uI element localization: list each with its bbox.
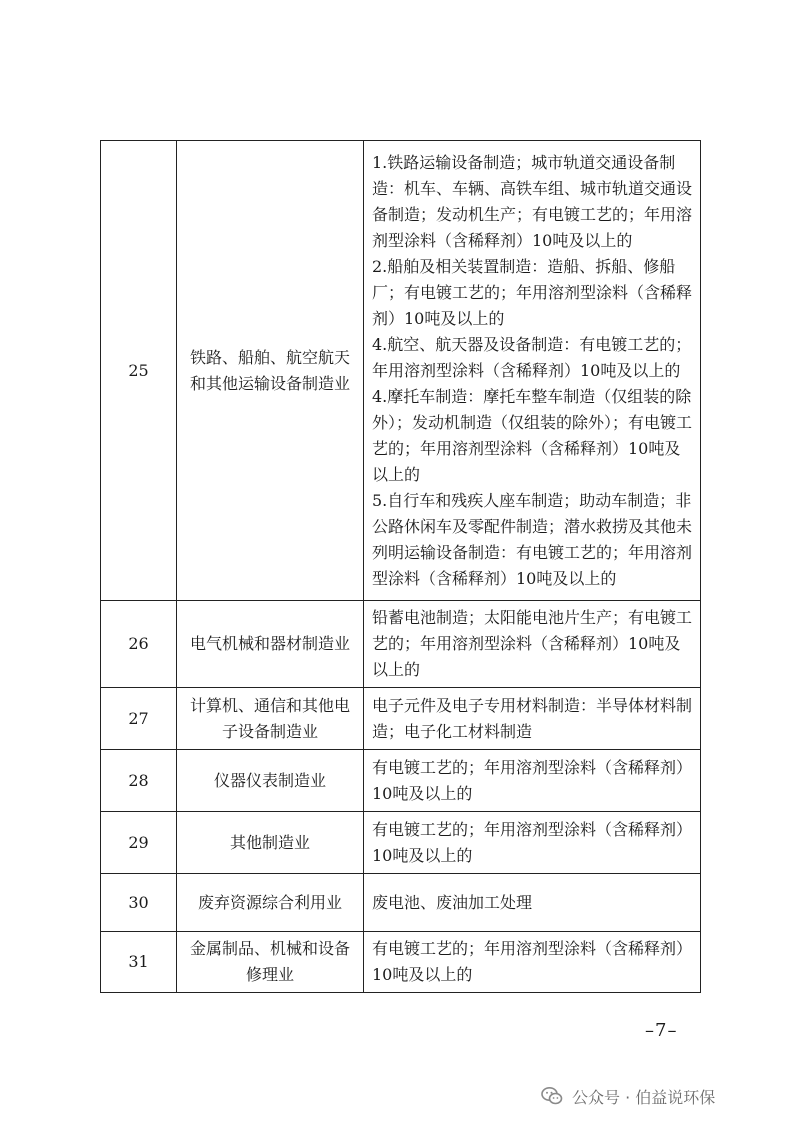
industry-name: 电气机械和器材制造业 xyxy=(177,601,364,688)
watermark xyxy=(540,1084,715,1108)
industry-name: 计算机、通信和其他电子设备制造业 xyxy=(177,688,364,750)
row-number: 29 xyxy=(101,812,177,874)
row-number: 25 xyxy=(101,141,177,601)
industry-description: 铅蓄电池制造；太阳能电池片生产；有电镀工艺的；年用溶剂型涂料（含稀释剂）10吨及以上的 xyxy=(364,601,701,688)
table-row xyxy=(101,750,701,812)
description-line: 4.摩托车制造：摩托车整车制造（仅组装的除外）；发动机制造（仅组装的除外）；有电镀工艺的；年用溶剂型涂料（含稀释剂）10吨及以上的 xyxy=(372,386,693,484)
table-row xyxy=(101,601,701,688)
industry-name: 铁路、船舶、航空航天和其他运输设备制造业 xyxy=(177,141,364,601)
row-number: 30 xyxy=(101,874,177,932)
industry-name: 其他制造业 xyxy=(177,812,364,874)
table-row xyxy=(101,812,701,874)
industry-description xyxy=(364,141,701,601)
page-number: –7– xyxy=(645,1020,678,1041)
industry-description: 有电镀工艺的；年用溶剂型涂料（含稀释剂）10吨及以上的 xyxy=(364,932,701,993)
row-number: 27 xyxy=(101,688,177,750)
industry-description: 电子元件及电子专用材料制造：半导体材料制造；电子化工材料制造 xyxy=(364,688,701,750)
row-number: 26 xyxy=(101,601,177,688)
industry-name: 金属制品、机械和设备修理业 xyxy=(177,932,364,993)
watermark-text: 公众号 · 伯益说环保 xyxy=(572,1087,716,1107)
industry-name: 废弃资源综合利用业 xyxy=(177,874,364,932)
table-row xyxy=(101,141,701,601)
industry-description: 有电镀工艺的；年用溶剂型涂料（含稀释剂）10吨及以上的 xyxy=(364,750,701,812)
description-line: 5.自行车和残疾人座车制造；助动车制造；非公路休闲车及零配件制造；潜水救捞及其他未列明运输设备制造：有电镀工艺的；年用溶剂型涂料（含稀释剂）10吨及以上的 xyxy=(372,490,693,588)
table-row xyxy=(101,932,701,993)
table-row xyxy=(101,874,701,932)
row-number: 31 xyxy=(101,932,177,993)
industry-table xyxy=(100,140,701,993)
description-line: 2.船舶及相关装置制造：造船、拆船、修船厂；有电镀工艺的；年用溶剂型涂料（含稀释剂）10吨及以上的 xyxy=(372,256,693,328)
industry-name: 仪器仪表制造业 xyxy=(177,750,364,812)
description-line: 4.航空、航天器及设备制造：有电镀工艺的；年用溶剂型涂料（含稀释剂）10吨及以上的 xyxy=(372,334,692,380)
industry-description: 废电池、废油加工处理 xyxy=(364,874,701,932)
table-row xyxy=(101,688,701,750)
industry-description: 有电镀工艺的；年用溶剂型涂料（含稀释剂）10吨及以上的 xyxy=(364,812,701,874)
wechat-icon xyxy=(540,1084,564,1108)
row-number: 28 xyxy=(101,750,177,812)
description-line: 1.铁路运输设备制造；城市轨道交通设备制造：机车、车辆、高铁车组、城市轨道交通设备制造；发动机生产；有电镀工艺的；年用溶剂型涂料（含稀释剂）10吨及以上的 xyxy=(372,152,693,250)
